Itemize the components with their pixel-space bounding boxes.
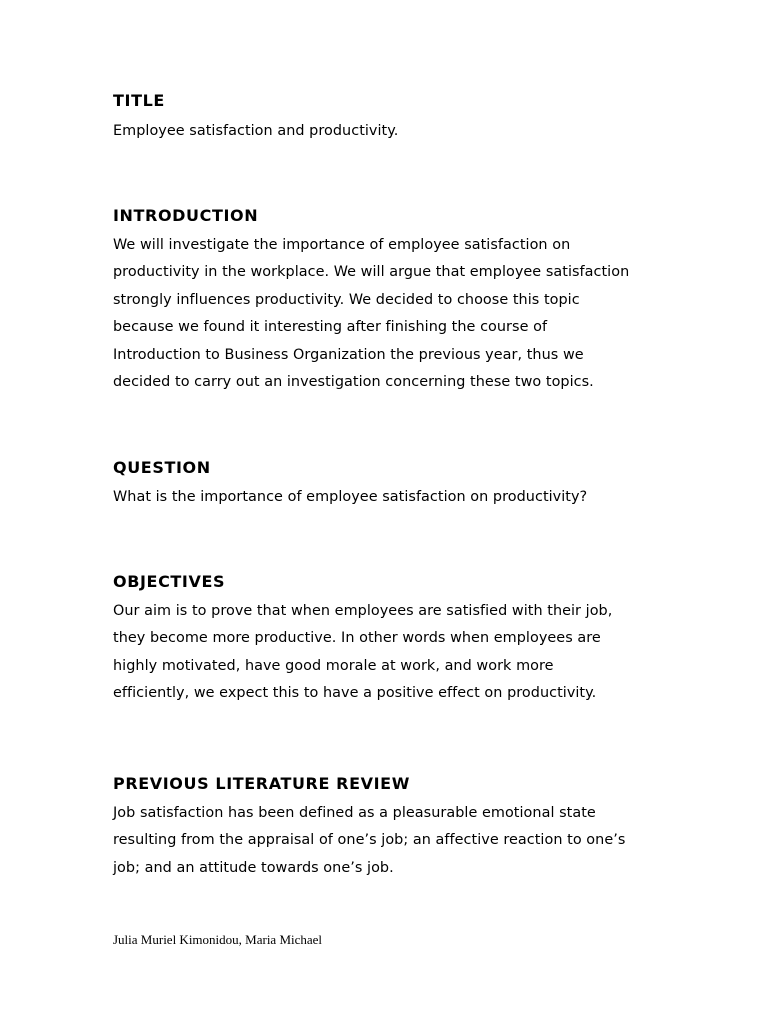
title-text (113, 118, 673, 145)
objectives-line: highly motivated, have good morale at work, and work more (113, 657, 554, 674)
introduction-line: productivity in the workplace. We will argue that employee satisfaction (113, 264, 630, 281)
question-line: What is the importance of employee satisfaction on productivity? (113, 489, 588, 505)
objectives-line: they become more productive. In other words when employees are (113, 630, 601, 647)
title-heading: TITLE (113, 91, 165, 110)
title-line: Employee satisfaction and productivity. (113, 123, 399, 139)
objectives-line: Our aim is to prove that when employees are satisfied with their job, (113, 603, 613, 619)
literature-review-line: resulting from the appraisal of one’s job; an affective reaction to one’s (113, 832, 626, 849)
introduction-heading: INTRODUCTION (113, 206, 259, 225)
question-text (113, 484, 673, 511)
literature-review-line: job; and an attitude towards one’s job. (113, 859, 394, 876)
literature-review-heading: PREVIOUS LITERATURE REVIEW (113, 774, 410, 793)
introduction-line: strongly influences productivity. We decided to choose this topic (113, 291, 580, 308)
introduction-line: Introduction to Business Organization the previous year, thus we (113, 346, 584, 363)
introduction-line: because we found it interesting after finishing the course of (113, 319, 548, 336)
footer-authors: Julia Muriel Kimonidou, Maria Michael (113, 932, 323, 947)
question-heading: QUESTION (113, 458, 211, 477)
objectives-paragraph (113, 598, 673, 708)
introduction-line: We will investigate the importance of employee satisfaction on (113, 237, 571, 253)
literature-review-line: Job satisfaction has been defined as a pleasurable emotional state (113, 805, 596, 821)
objectives-heading: OBJECTIVES (113, 572, 226, 591)
introduction-paragraph (113, 232, 673, 396)
introduction-line: decided to carry out an investigation concerning these two topics. (113, 374, 594, 391)
literature-review-paragraph (113, 800, 673, 882)
objectives-line: efficiently, we expect this to have a positive effect on productivity. (113, 685, 597, 702)
